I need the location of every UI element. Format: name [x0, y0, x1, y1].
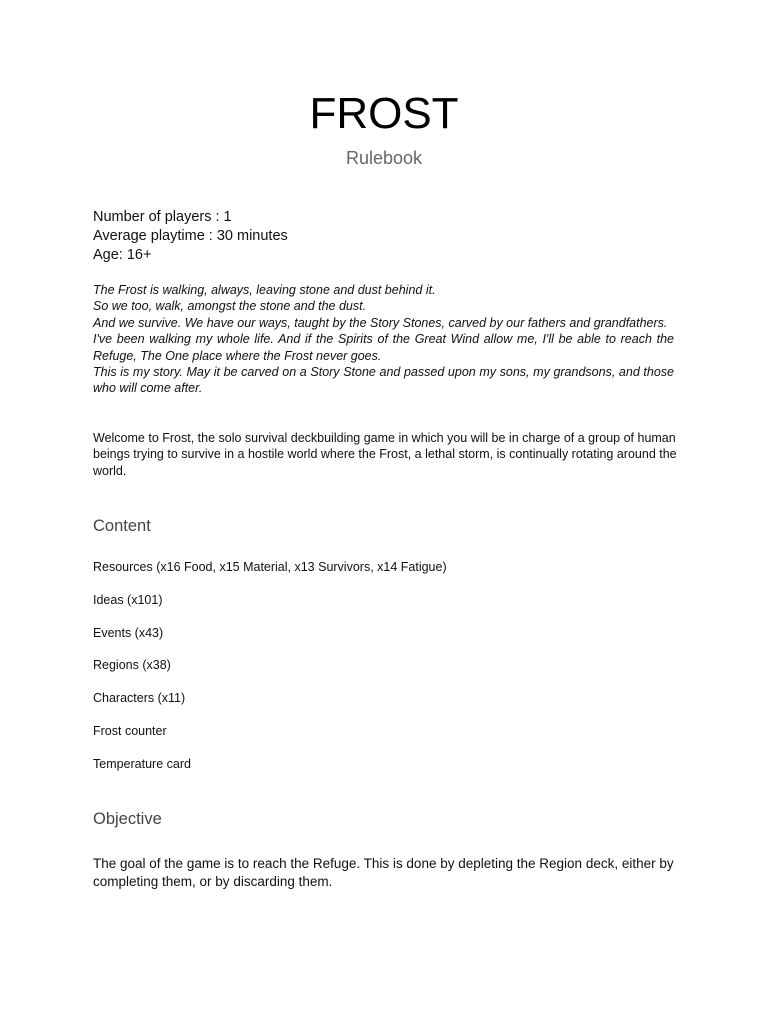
content-heading: Content	[93, 517, 151, 535]
playtime-info: Average playtime : 30 minutes	[93, 228, 288, 244]
story-line: This is my story. May it be carved on a Story Stone and passed upon my sons, my grandsons, and those who will come after.	[93, 365, 674, 396]
content-item: Events (x43)	[93, 625, 164, 640]
content-item: Characters (x11)	[93, 691, 186, 706]
document-subtitle: Rulebook	[345, 148, 423, 168]
intro-text: Welcome to Frost, the solo survival deckbuilding game in which you will be in charge of a group of human beings trying to survive in a hostile world where the Frost, a lethal storm, is continually rotating around the world.	[93, 431, 677, 478]
content-item: Resources (x16 Food, x15 Material, x13 Survivors, x14 Fatigue)	[93, 560, 447, 574]
content-item: Regions (x38)	[93, 658, 171, 673]
objective-heading: Objective	[93, 810, 162, 828]
story-line: And we survive. We have our ways, taught by the Story Stones, carved by our fathers and grandfathers.	[93, 315, 668, 330]
document-title: FROST	[309, 89, 459, 138]
game-info	[93, 208, 288, 265]
objective-paragraph	[93, 855, 683, 891]
objective-text: The goal of the game is to reach the Refuge. This is done by depleting the Region deck, either by completing them, or by discarding them.	[93, 856, 674, 889]
content-item: Temperature card	[93, 756, 191, 771]
content-item: Frost counter	[93, 723, 167, 738]
intro-paragraph	[93, 430, 683, 479]
content-item: Ideas (x101)	[93, 592, 163, 607]
story-line: The Frost is walking, always, leaving stone and dust behind it.	[93, 283, 436, 297]
content-list	[93, 559, 447, 789]
age-info: Age: 16+	[93, 247, 152, 263]
story-line: So we too, walk, amongst the stone and the dust.	[93, 299, 367, 314]
story-line: I've been walking my whole life. And if the Spirits of the Great Wind allow me, I'll be able to reach the Refuge, The One place where the Frost never goes.	[93, 332, 674, 363]
players-info: Number of players : 1	[93, 209, 232, 225]
story-passage	[93, 282, 674, 397]
